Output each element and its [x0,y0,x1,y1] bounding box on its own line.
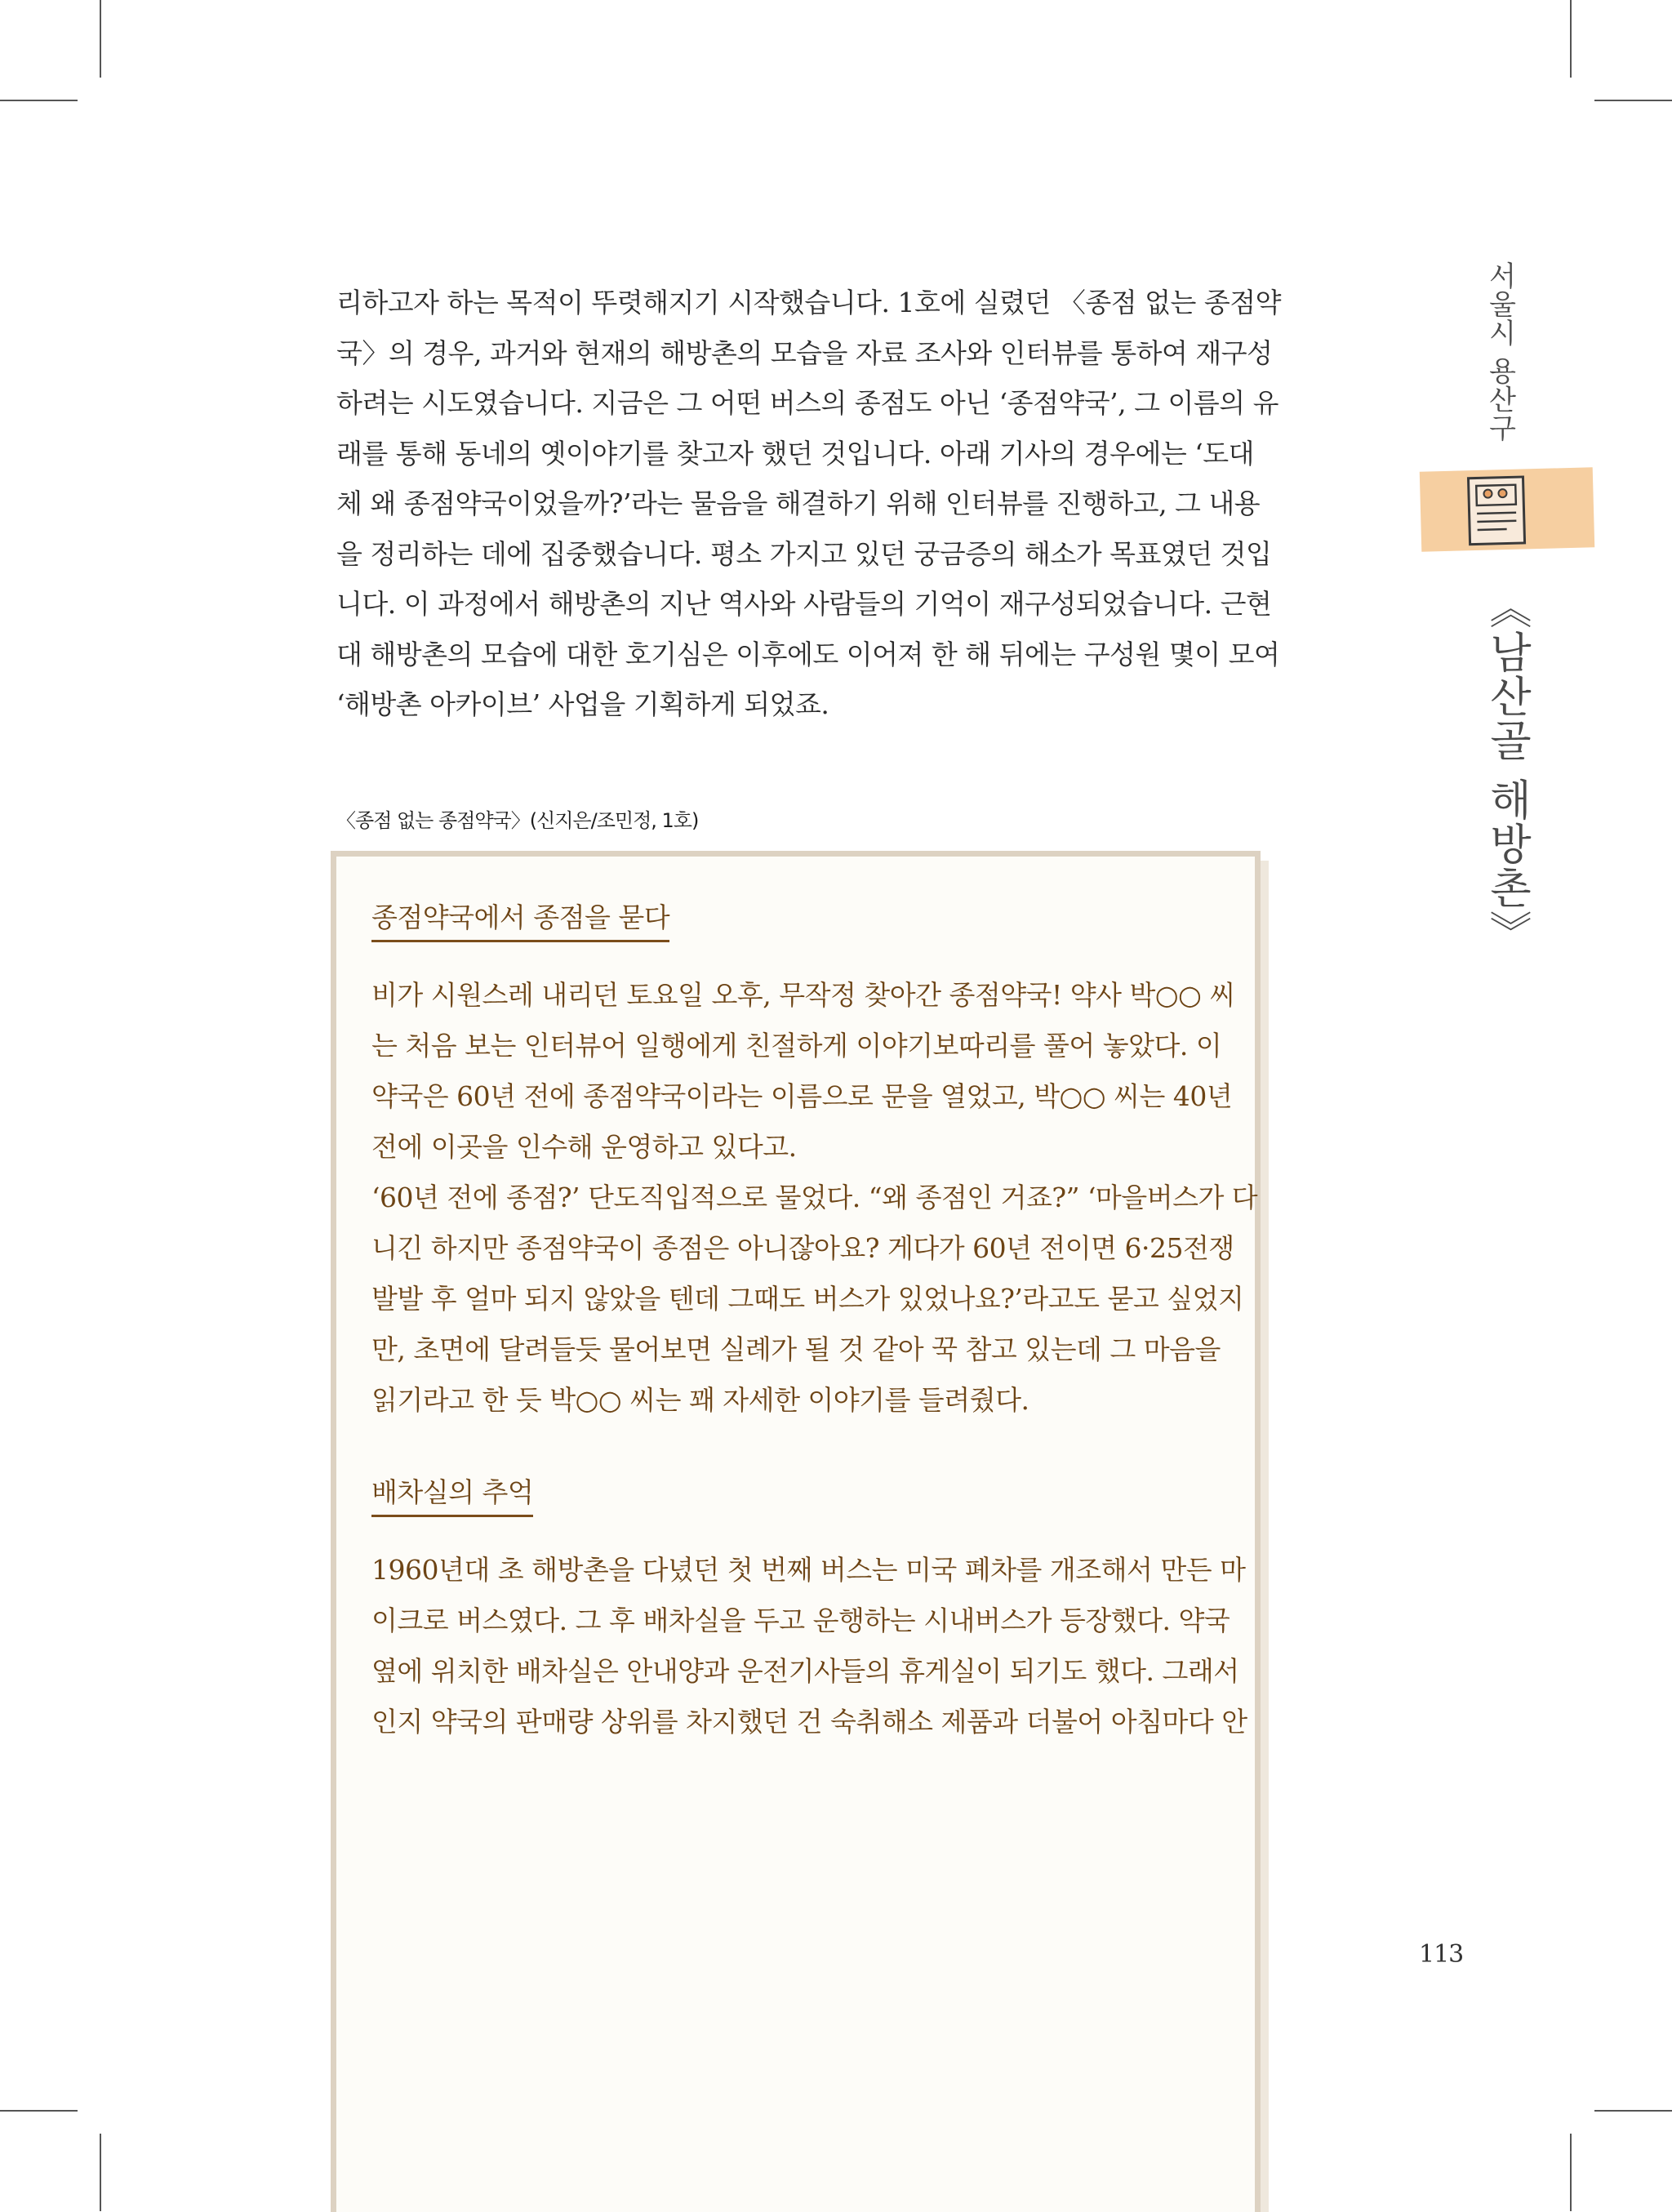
article-box [331,851,1261,2212]
article-heading: 종점약국에서 종점을 묻다 [371,897,669,942]
article-paragraph [371,970,1258,1426]
article-line: 약국은 60년 전에 종점약국이라는 이름으로 문을 열었고, 박○○ 씨는 40년 [371,1080,1233,1112]
article-line: 1960년대 초 해방촌을 다녔던 첫 번째 버스는 미국 폐차를 개조해서 만든 마 [371,1554,1246,1586]
crop-mark [0,100,78,101]
article-line: 니긴 하지만 종점약국이 종점은 아니잖아요? 게다가 60년 전이면 6·25전쟁 [371,1232,1234,1264]
tape-strip [1420,467,1594,552]
crop-mark [1594,2110,1672,2112]
body-line: 리하고자 하는 목적이 뚜렷해지기 시작했습니다. 1호에 실렸던 〈종점 없는 종점약 [336,287,1281,318]
article-line: 인지 약국의 판매량 상위를 차지했던 건 숙취해소 제품과 더불어 아침마다 안 [371,1706,1247,1738]
body-line: 래를 통해 동네의 옛이야기를 찾고자 했던 것입니다. 아래 기사의 경우에는 ‘도대 [336,437,1254,470]
article-paragraph [371,1545,1247,1747]
body-line: 하려는 시도였습니다. 지금은 그 어떤 버스의 종점도 아닌 ‘종점약국’, 그 이름의 유 [336,387,1278,419]
article-heading: 배차실의 추억 [371,1471,533,1517]
newspaper-icon [1467,475,1526,545]
body-line: ‘해방촌 아카이브’ 사업을 기획하게 되었죠. [336,688,829,720]
crop-mark [100,2134,101,2211]
crop-mark [1570,0,1572,78]
article-line: 옆에 위치한 배차실은 안내양과 운전기사들의 휴게실이 되기도 했다. 그래서 [371,1655,1239,1687]
article-caption: 〈종점 없는 종점약국〉(신지은/조민정, 1호) [336,809,699,832]
article-line: 는 처음 보는 인터뷰어 일행에게 친절하게 이야기보따리를 풀어 놓았다. 이 [371,1030,1222,1061]
body-paragraph [336,278,1281,730]
body-line: 체 왜 종점약국이었을까?’라는 물음을 해결하기 위해 인터뷰를 진행하고, 그 내용 [336,487,1261,519]
body-line: 국〉의 경우, 과거와 현재의 해방촌의 모습을 자료 조사와 인터뷰를 통하여 재구성 [336,336,1273,369]
article-line: 비가 시원스레 내리던 토요일 오후, 무작정 찾아간 종점약국! 약사 박○○ 씨 [371,979,1235,1011]
article-line: 읽기라고 한 듯 박○○ 씨는 꽤 자세한 이야기를 들려줬다. [371,1384,1029,1416]
article-line: 이크로 버스였다. 그 후 배차실을 두고 운행하는 시내버스가 등장했다. 약국 [371,1604,1230,1636]
page-number: 113 [1419,1940,1464,1969]
body-line: 을 정리하는 데에 집중했습니다. 평소 가지고 있던 궁금증의 해소가 목표였던 것입 [336,537,1272,570]
article-line: ‘60년 전에 종점?’ 단도직입적으로 물었다. “왜 종점인 거죠?” ‘마을버스가 다 [371,1182,1258,1213]
crop-mark [1594,100,1672,101]
side-title-panel [1419,261,1582,1290]
crop-mark [100,0,101,78]
body-line: 니다. 이 과정에서 해방촌의 지난 역사와 사람들의 기억이 재구성되었습니다. 근현 [336,588,1272,620]
side-location: 서울시 용산구 [1483,261,1516,443]
body-line: 대 해방촌의 모습에 대한 호기심은 이후에도 이어져 한 해 뒤에는 구성원 몇이 모여 [336,638,1280,670]
article-line: 만, 초면에 달려들듯 물어보면 실례가 될 것 같아 꾹 참고 있는데 그 마음을 [371,1333,1221,1365]
article-line: 전에 이곳을 인수해 운영하고 있다고. [371,1131,797,1163]
article-line: 발발 후 얼마 되지 않았을 텐데 그때도 버스가 있었나요?’라고도 묻고 싶었지 [371,1283,1244,1315]
crop-mark [1570,2134,1572,2211]
crop-mark [0,2110,78,2112]
side-book-title: 《남산골 해방촌》 [1482,586,1531,955]
